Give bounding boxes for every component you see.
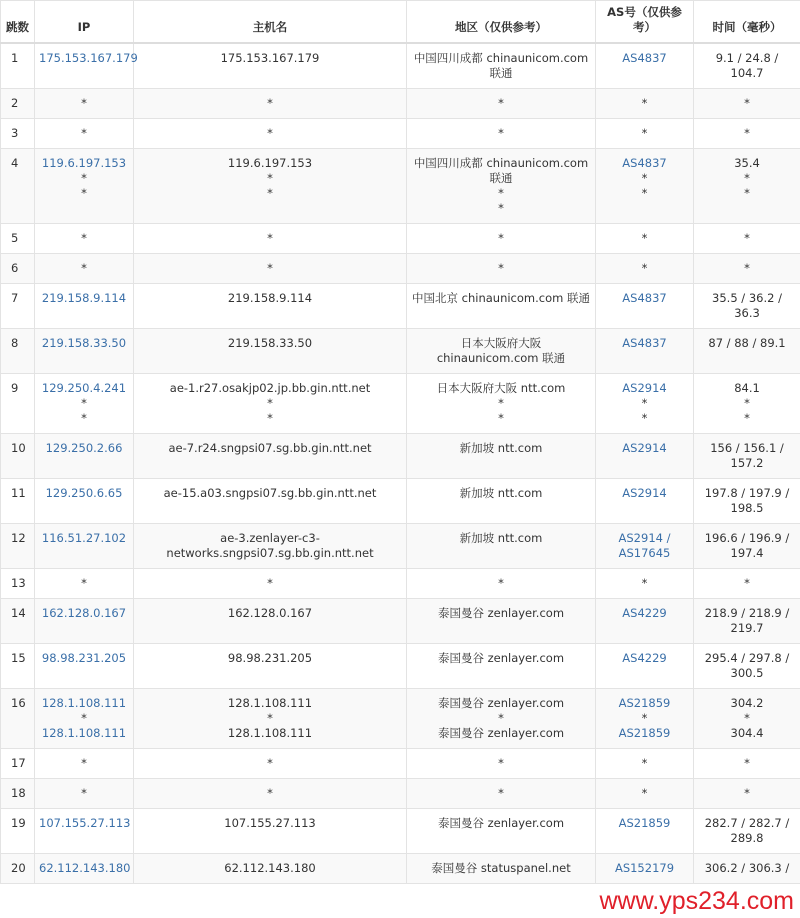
hostname-cell bbox=[134, 224, 407, 254]
region-cell-text: * bbox=[411, 261, 591, 276]
as-cell bbox=[596, 809, 694, 854]
region-cell-text: 新加坡 ntt.com bbox=[411, 486, 591, 501]
time-cell-text: 156 / 156.1 / 157.2 bbox=[698, 441, 796, 471]
hostname-cell bbox=[134, 254, 407, 284]
hop-cell: 5 bbox=[1, 224, 35, 254]
ip-link[interactable]: 129.250.6.65 bbox=[39, 486, 129, 501]
hostname-cell-text: 119.6.197.153 bbox=[138, 156, 402, 171]
table-row bbox=[1, 569, 800, 599]
time-cell-text: 35.5 / 36.2 / 36.3 bbox=[698, 291, 796, 321]
ip-cell-text: * bbox=[39, 756, 129, 771]
table-row bbox=[1, 224, 800, 254]
region-cell-text: 中国四川成都 chinaunicom.com 联通 bbox=[411, 51, 591, 81]
region-cell bbox=[407, 43, 596, 89]
time-cell bbox=[694, 599, 800, 644]
region-cell bbox=[407, 284, 596, 329]
table-row bbox=[1, 599, 800, 644]
region-cell bbox=[407, 329, 596, 374]
hostname-cell bbox=[134, 119, 407, 149]
ip-cell-text: * bbox=[39, 261, 129, 276]
ip-cell bbox=[35, 434, 134, 479]
region-cell bbox=[407, 224, 596, 254]
hostname-cell bbox=[134, 284, 407, 329]
time-cell bbox=[694, 644, 800, 689]
region-cell bbox=[407, 254, 596, 284]
header-hop: 跳数 bbox=[1, 1, 35, 44]
hostname-cell bbox=[134, 434, 407, 479]
as-cell-text: * bbox=[600, 126, 689, 141]
region-cell bbox=[407, 599, 596, 644]
time-cell-text: * bbox=[698, 756, 796, 771]
as-cell bbox=[596, 854, 694, 884]
region-cell-text: * bbox=[411, 411, 591, 426]
ip-link[interactable]: 128.1.108.111 bbox=[39, 726, 129, 741]
region-cell-text: 新加坡 ntt.com bbox=[411, 441, 591, 456]
as-cell-text: * bbox=[600, 786, 689, 801]
table-row bbox=[1, 644, 800, 689]
hostname-cell bbox=[134, 689, 407, 749]
as-cell-text: * bbox=[600, 576, 689, 591]
hostname-cell-text: 98.98.231.205 bbox=[138, 651, 402, 666]
as-cell-text: * bbox=[600, 711, 689, 726]
as-cell bbox=[596, 254, 694, 284]
as-cell bbox=[596, 434, 694, 479]
time-cell-text: 282.7 / 282.7 / 289.8 bbox=[698, 816, 796, 846]
as-link[interactable]: AS4837 bbox=[600, 336, 689, 351]
hostname-cell-text: * bbox=[138, 96, 402, 111]
region-cell bbox=[407, 119, 596, 149]
table-row bbox=[1, 43, 800, 89]
hostname-cell-text: ae-3.zenlayer-c3-networks.sngpsi07.sg.bb.gin.ntt.net bbox=[138, 531, 402, 561]
as-cell bbox=[596, 749, 694, 779]
as-link[interactable]: AS21859 bbox=[600, 726, 689, 741]
time-cell-text: * bbox=[698, 261, 796, 276]
ip-cell-text: * bbox=[39, 186, 129, 201]
time-cell-text: 304.4 bbox=[698, 726, 796, 741]
hop-cell: 20 bbox=[1, 854, 35, 884]
time-cell-text: * bbox=[698, 186, 796, 201]
ip-cell bbox=[35, 119, 134, 149]
hop-cell: 12 bbox=[1, 524, 35, 569]
hop-cell: 3 bbox=[1, 119, 35, 149]
ip-cell-text: * bbox=[39, 171, 129, 186]
as-link[interactable]: AS2914 bbox=[600, 486, 689, 501]
ip-cell-text: * bbox=[39, 411, 129, 426]
header-hostname: 主机名 bbox=[134, 1, 407, 44]
ip-link[interactable]: 62.112.143.180 bbox=[39, 861, 129, 876]
time-cell-text: 9.1 / 24.8 / 104.7 bbox=[698, 51, 796, 81]
ip-link[interactable]: 128.1.108.111 bbox=[39, 696, 129, 711]
region-cell-text: 日本大阪府大阪 chinaunicom.com 联通 bbox=[411, 336, 591, 366]
as-cell bbox=[596, 524, 694, 569]
table-row bbox=[1, 854, 800, 884]
region-cell bbox=[407, 374, 596, 434]
as-cell-text: * bbox=[600, 186, 689, 201]
time-cell-text: * bbox=[698, 96, 796, 111]
as-cell bbox=[596, 599, 694, 644]
ip-cell bbox=[35, 599, 134, 644]
time-cell-text: 197.8 / 197.9 / 198.5 bbox=[698, 486, 796, 516]
hostname-cell-text: * bbox=[138, 756, 402, 771]
region-cell-text: 泰国曼谷 statuspanel.net bbox=[411, 861, 591, 876]
ip-cell bbox=[35, 779, 134, 809]
hostname-cell-text: * bbox=[138, 711, 402, 726]
region-cell-text: * bbox=[411, 96, 591, 111]
as-cell bbox=[596, 644, 694, 689]
ip-cell-text: * bbox=[39, 396, 129, 411]
time-cell bbox=[694, 479, 800, 524]
hop-cell: 16 bbox=[1, 689, 35, 749]
ip-cell bbox=[35, 569, 134, 599]
as-cell bbox=[596, 224, 694, 254]
ip-cell bbox=[35, 479, 134, 524]
region-cell bbox=[407, 644, 596, 689]
region-cell bbox=[407, 689, 596, 749]
as-link[interactable]: AS4837 bbox=[600, 156, 689, 171]
ip-cell bbox=[35, 329, 134, 374]
ip-cell bbox=[35, 524, 134, 569]
time-cell bbox=[694, 149, 800, 224]
ip-cell-text: * bbox=[39, 231, 129, 246]
region-cell bbox=[407, 434, 596, 479]
ip-cell-text: * bbox=[39, 576, 129, 591]
ip-cell-text: * bbox=[39, 786, 129, 801]
hostname-cell-text: ae-15.a03.sngpsi07.sg.bb.gin.ntt.net bbox=[138, 486, 402, 501]
region-cell-text: * bbox=[411, 126, 591, 141]
hostname-cell-text: * bbox=[138, 261, 402, 276]
as-cell-text: * bbox=[600, 756, 689, 771]
as-cell bbox=[596, 779, 694, 809]
time-cell-text: * bbox=[698, 711, 796, 726]
region-cell-text: 中国四川成都 chinaunicom.com 联通 bbox=[411, 156, 591, 186]
ip-cell bbox=[35, 254, 134, 284]
hostname-cell-text: * bbox=[138, 171, 402, 186]
as-cell-text: * bbox=[600, 171, 689, 186]
time-cell bbox=[694, 434, 800, 479]
region-cell-text: 泰国曼谷 zenlayer.com bbox=[411, 606, 591, 621]
ip-cell bbox=[35, 43, 134, 89]
ip-cell bbox=[35, 284, 134, 329]
hostname-cell bbox=[134, 524, 407, 569]
time-cell bbox=[694, 119, 800, 149]
hop-cell: 14 bbox=[1, 599, 35, 644]
region-cell-text: * bbox=[411, 231, 591, 246]
ip-cell bbox=[35, 149, 134, 224]
hostname-cell bbox=[134, 329, 407, 374]
as-cell bbox=[596, 89, 694, 119]
hostname-cell-text: * bbox=[138, 231, 402, 246]
hostname-cell-text: ae-7.r24.sngpsi07.sg.bb.gin.ntt.net bbox=[138, 441, 402, 456]
ip-cell-text: * bbox=[39, 711, 129, 726]
time-cell bbox=[694, 329, 800, 374]
time-cell-text: 295.4 / 297.8 / 300.5 bbox=[698, 651, 796, 681]
hostname-cell-text: * bbox=[138, 396, 402, 411]
time-cell bbox=[694, 374, 800, 434]
table-header-row bbox=[1, 1, 800, 44]
time-cell bbox=[694, 524, 800, 569]
table-row bbox=[1, 779, 800, 809]
time-cell-text: * bbox=[698, 126, 796, 141]
ip-link[interactable]: 116.51.27.102 bbox=[39, 531, 129, 546]
time-cell-text: 306.2 / 306.3 / bbox=[698, 861, 796, 876]
time-cell-text: * bbox=[698, 396, 796, 411]
header-ip: IP bbox=[35, 1, 134, 44]
time-cell bbox=[694, 43, 800, 89]
region-cell-text: 泰国曼谷 zenlayer.com bbox=[411, 696, 591, 711]
as-cell-text: * bbox=[600, 396, 689, 411]
time-cell bbox=[694, 89, 800, 119]
as-cell bbox=[596, 284, 694, 329]
time-cell bbox=[694, 779, 800, 809]
region-cell bbox=[407, 854, 596, 884]
hop-cell: 9 bbox=[1, 374, 35, 434]
time-cell bbox=[694, 689, 800, 749]
hop-cell: 2 bbox=[1, 89, 35, 119]
header-region: 地区（仅供参考） bbox=[407, 1, 596, 44]
time-cell-text: 218.9 / 218.9 / 219.7 bbox=[698, 606, 796, 636]
region-cell-text: * bbox=[411, 186, 591, 201]
hostname-cell-text: 162.128.0.167 bbox=[138, 606, 402, 621]
table-row bbox=[1, 119, 800, 149]
hostname-cell-text: * bbox=[138, 786, 402, 801]
as-link[interactable]: AS152179 bbox=[600, 861, 689, 876]
hop-cell: 1 bbox=[1, 43, 35, 89]
time-cell-text: * bbox=[698, 171, 796, 186]
hop-cell: 7 bbox=[1, 284, 35, 329]
region-cell-text: * bbox=[411, 576, 591, 591]
as-cell bbox=[596, 479, 694, 524]
hop-cell: 10 bbox=[1, 434, 35, 479]
hostname-cell-text: 62.112.143.180 bbox=[138, 861, 402, 876]
ip-link[interactable]: 175.153.167.179 bbox=[39, 51, 129, 66]
as-cell bbox=[596, 149, 694, 224]
table-row bbox=[1, 749, 800, 779]
as-link[interactable]: AS4229 bbox=[600, 606, 689, 621]
region-cell bbox=[407, 524, 596, 569]
region-cell bbox=[407, 749, 596, 779]
hop-cell: 17 bbox=[1, 749, 35, 779]
as-cell bbox=[596, 43, 694, 89]
hostname-cell bbox=[134, 89, 407, 119]
ip-cell bbox=[35, 224, 134, 254]
region-cell-text: 泰国曼谷 zenlayer.com bbox=[411, 816, 591, 831]
as-link[interactable]: AS2914 bbox=[600, 381, 689, 396]
time-cell-text: 84.1 bbox=[698, 381, 796, 396]
region-cell-text: * bbox=[411, 786, 591, 801]
hostname-cell bbox=[134, 569, 407, 599]
time-cell bbox=[694, 749, 800, 779]
ip-cell bbox=[35, 89, 134, 119]
as-link[interactable]: AS4837 bbox=[600, 291, 689, 306]
hop-cell: 19 bbox=[1, 809, 35, 854]
ip-cell-text: * bbox=[39, 126, 129, 141]
as-link[interactable]: AS4229 bbox=[600, 651, 689, 666]
table-row bbox=[1, 524, 800, 569]
region-cell-text: * bbox=[411, 396, 591, 411]
time-cell-text: 35.4 bbox=[698, 156, 796, 171]
ip-link[interactable]: 219.158.33.50 bbox=[39, 336, 129, 351]
as-link[interactable]: AS21859 bbox=[600, 816, 689, 831]
table-row bbox=[1, 149, 800, 224]
hostname-cell bbox=[134, 149, 407, 224]
table-row bbox=[1, 329, 800, 374]
table-row bbox=[1, 374, 800, 434]
time-cell-text: 87 / 88 / 89.1 bbox=[698, 336, 796, 351]
ip-link[interactable]: 98.98.231.205 bbox=[39, 651, 129, 666]
table-row bbox=[1, 434, 800, 479]
ip-cell bbox=[35, 644, 134, 689]
as-cell-text: * bbox=[600, 231, 689, 246]
hostname-cell-text: * bbox=[138, 186, 402, 201]
hostname-cell-text: * bbox=[138, 126, 402, 141]
time-cell-text: * bbox=[698, 411, 796, 426]
region-cell bbox=[407, 809, 596, 854]
hop-cell: 15 bbox=[1, 644, 35, 689]
hostname-cell-text: ae-1.r27.osakjp02.jp.bb.gin.ntt.net bbox=[138, 381, 402, 396]
region-cell bbox=[407, 569, 596, 599]
region-cell-text: 泰国曼谷 zenlayer.com bbox=[411, 651, 591, 666]
region-cell bbox=[407, 779, 596, 809]
hop-cell: 4 bbox=[1, 149, 35, 224]
hop-cell: 13 bbox=[1, 569, 35, 599]
as-link[interactable]: AS2914 bbox=[600, 441, 689, 456]
time-cell bbox=[694, 254, 800, 284]
hostname-cell-text: 175.153.167.179 bbox=[138, 51, 402, 66]
hostname-cell bbox=[134, 479, 407, 524]
as-link[interactable]: AS4837 bbox=[600, 51, 689, 66]
header-as: AS号（仅供参考） bbox=[596, 1, 694, 44]
time-cell bbox=[694, 809, 800, 854]
ip-cell bbox=[35, 854, 134, 884]
hostname-cell bbox=[134, 43, 407, 89]
hostname-cell bbox=[134, 599, 407, 644]
hostname-cell bbox=[134, 809, 407, 854]
ip-cell bbox=[35, 689, 134, 749]
hostname-cell-text: 219.158.9.114 bbox=[138, 291, 402, 306]
ip-cell-text: * bbox=[39, 96, 129, 111]
time-cell bbox=[694, 224, 800, 254]
ip-cell bbox=[35, 374, 134, 434]
region-cell-text: * bbox=[411, 201, 591, 216]
as-cell bbox=[596, 329, 694, 374]
table-row bbox=[1, 89, 800, 119]
time-cell bbox=[694, 284, 800, 329]
time-cell-text: 196.6 / 196.9 / 197.4 bbox=[698, 531, 796, 561]
ip-cell bbox=[35, 749, 134, 779]
ip-cell bbox=[35, 809, 134, 854]
hostname-cell-text: * bbox=[138, 411, 402, 426]
time-cell-text: * bbox=[698, 786, 796, 801]
hop-cell: 11 bbox=[1, 479, 35, 524]
region-cell-text: * bbox=[411, 756, 591, 771]
hostname-cell bbox=[134, 644, 407, 689]
table-row bbox=[1, 284, 800, 329]
hop-cell: 8 bbox=[1, 329, 35, 374]
table-row bbox=[1, 254, 800, 284]
region-cell bbox=[407, 479, 596, 524]
hop-cell: 6 bbox=[1, 254, 35, 284]
ip-link[interactable]: 129.250.4.241 bbox=[39, 381, 129, 396]
table-row bbox=[1, 689, 800, 749]
ip-link[interactable]: 129.250.2.66 bbox=[39, 441, 129, 456]
as-cell-text: * bbox=[600, 261, 689, 276]
as-cell-text: * bbox=[600, 96, 689, 111]
hostname-cell-text: * bbox=[138, 576, 402, 591]
header-time: 时间（毫秒） bbox=[694, 1, 800, 44]
watermark: www.yps234.com bbox=[0, 884, 800, 918]
region-cell-text: 新加坡 ntt.com bbox=[411, 531, 591, 546]
as-cell bbox=[596, 689, 694, 749]
hostname-cell-text: 128.1.108.111 bbox=[138, 696, 402, 711]
region-cell-text: 日本大阪府大阪 ntt.com bbox=[411, 381, 591, 396]
hostname-cell bbox=[134, 749, 407, 779]
region-cell bbox=[407, 89, 596, 119]
region-cell-text: 中国北京 chinaunicom.com 联通 bbox=[411, 291, 591, 306]
region-cell-text: * bbox=[411, 711, 591, 726]
time-cell-text: * bbox=[698, 576, 796, 591]
hostname-cell bbox=[134, 374, 407, 434]
time-cell-text: 304.2 bbox=[698, 696, 796, 711]
hostname-cell-text: 107.155.27.113 bbox=[138, 816, 402, 831]
as-cell-text: * bbox=[600, 411, 689, 426]
region-cell bbox=[407, 149, 596, 224]
hostname-cell-text: 219.158.33.50 bbox=[138, 336, 402, 351]
hostname-cell bbox=[134, 854, 407, 884]
time-cell bbox=[694, 569, 800, 599]
time-cell-text: * bbox=[698, 231, 796, 246]
as-link[interactable]: AS2914 / AS17645 bbox=[600, 531, 689, 561]
ip-link[interactable]: 162.128.0.167 bbox=[39, 606, 129, 621]
hostname-cell-text: 128.1.108.111 bbox=[138, 726, 402, 741]
as-cell bbox=[596, 569, 694, 599]
as-cell bbox=[596, 374, 694, 434]
hop-cell: 18 bbox=[1, 779, 35, 809]
table-row bbox=[1, 479, 800, 524]
ip-link[interactable]: 219.158.9.114 bbox=[39, 291, 129, 306]
as-cell bbox=[596, 119, 694, 149]
hostname-cell bbox=[134, 779, 407, 809]
time-cell bbox=[694, 854, 800, 884]
as-link[interactable]: AS21859 bbox=[600, 696, 689, 711]
ip-link[interactable]: 119.6.197.153 bbox=[39, 156, 129, 171]
ip-link[interactable]: 107.155.27.113 bbox=[39, 816, 129, 831]
region-cell-text: 泰国曼谷 zenlayer.com bbox=[411, 726, 591, 741]
table-row bbox=[1, 809, 800, 854]
